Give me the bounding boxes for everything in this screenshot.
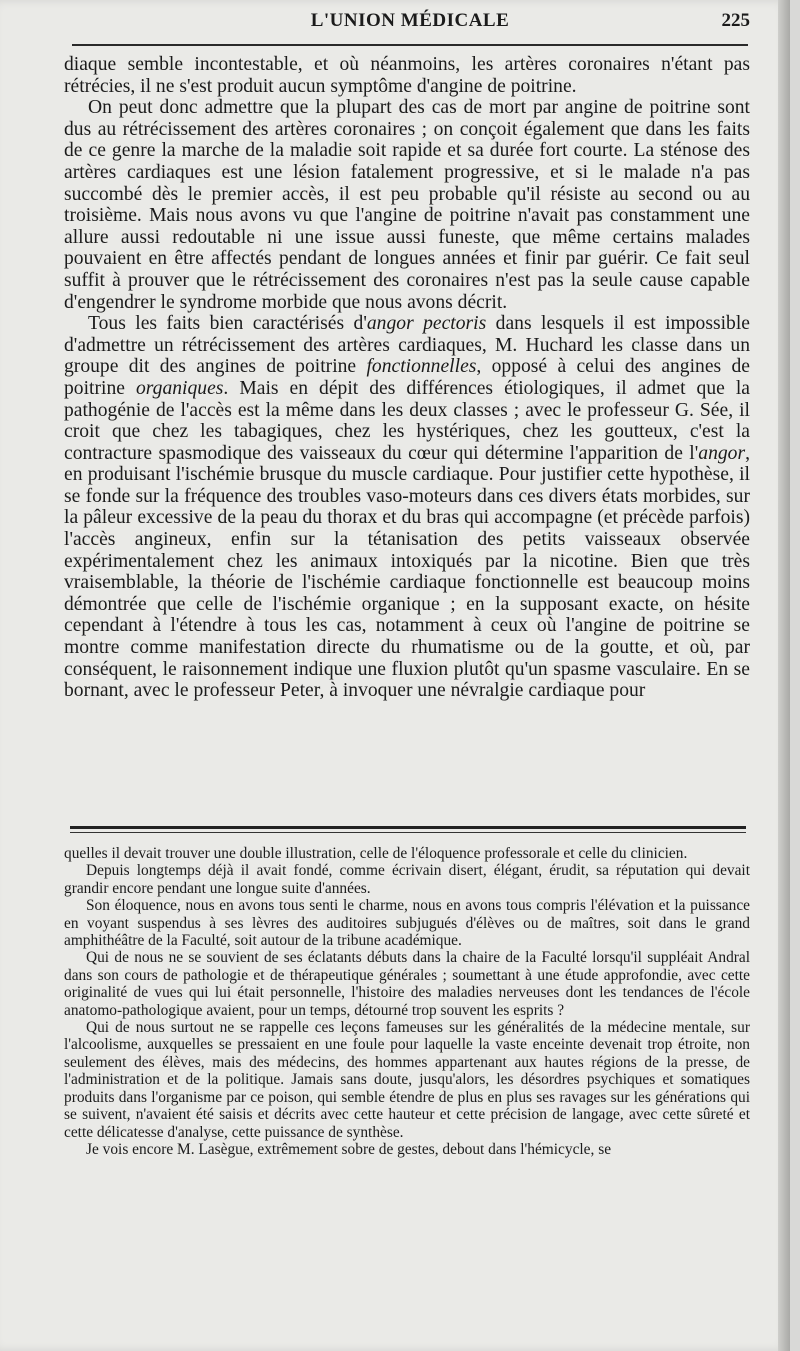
footnote-rule-thick <box>70 826 746 829</box>
running-header <box>70 6 750 40</box>
page-number: 225 <box>721 10 750 31</box>
page-edge-shadow <box>778 0 790 1351</box>
paragraph-2: On peut donc admettre que la plupart des cas de mort par angine de poitrine sont dus au rétrécissement des artères coronaires ; on conçoit également que dans les faits de ce genre la marche de la maladie soit rapide et sa durée fort courte. La sténose des artères cardiaques est une lésion fatalement progressive, et si le malade n'a pas succombé dès le premier accès, il est peu probable qu'il résiste au second ou au troisième. Mais nous avons vu que l'angine de poitrine n'avait pas constamment une allure aussi redoutable ni une issue aussi funeste, que même certains malades pouvaient en être affectés pendant de longues années et finir par guérir. Ce fait seul suffit à prouver que le rétrécissement des coronaires n'est pas la seule cause capable d'engendrer le syndrome morbide que nous avons décrit. <box>64 97 750 313</box>
footnote-paragraph-6: Je vois encore M. Lasègue, extrêmement sobre de gestes, debout dans l'hémicycle, se <box>86 1140 612 1158</box>
footnote-paragraph-2: Depuis longtemps déjà il avait fondé, comme écrivain disert, élégant, érudit, sa réputation qui devait grandir encore pendant une longue suite d'années. <box>64 862 750 897</box>
footnote-paragraph-5: Qui de nous surtout ne se rappelle ces leçons fameuses sur les généralités de la médecine mentale, sur l'alcoolisme, auxquelles se pressaient en une foule pour laquelle la vaste enceinte devenait trop étroite, non seulement des élèves, mais des médecins, des hommes appartenant aux hautes régions de la presse, de l'administration et de la politique. Jamais sans doute, jusqu'alors, les désordres psychiques et somatiques produits dans l'organisme par ce poison, qui semble étendre de plus en plus ses ravages sur les générations qui se suivent, n'avaient été saisis et décrits avec cette hauteur et cette précision de langage, avec cette sûreté et cette délicatesse d'analyse, cette puissance de synthèse. <box>64 1019 750 1141</box>
p3-italic-organiques: organiques <box>135 377 224 399</box>
main-body-text <box>64 54 750 702</box>
footnote-paragraph-1: quelles il devait trouver une double illustration, celle de l'éloquence professorale et celle du clinicien. <box>64 845 688 862</box>
p3-text-g: . Mais en dépit des différences étiologiques, il admet que la pathogénie de l'accès est la même dans les deux classes ; avec le professeur G. Sée, il croit que chez les tabagiques, chez les hystériques, chez les goutteux, c'est la contracture spasmodique des vaisseaux du cœur qui détermine l'apparition de l' <box>64 377 751 464</box>
p3-text-c: dans lesquels il est impossible d'admettre un rétrécissement des artères cardiaques, M. Huchard les classe dans un groupe dit des angines de poitrine <box>64 313 750 378</box>
p3-italic-angor: angor <box>698 442 746 464</box>
footnote-paragraph-3: Son éloquence, nous en avons tous senti le charme, nous en avons tous compris l'élévation et la puissance en voyant suspendus à ses lèvres des auditoires subjugués d'élèves ou de maîtres, soit dans le grand amphithéâtre de la Faculté, soit autour de la tribune académique. <box>64 897 750 950</box>
p3-text-i: , en produisant l'ischémie brusque du muscle cardiaque. Pour justifier cette hypothèse, il se fonde sur la fréquence des troubles vaso-moteurs dans ces divers états morbides, sur la pâleur excessive de la peau du thorax et du bras qui accompagne (et précède parfois) l'accès angineux, enfin sur la tétanisation des petits vaisseaux observée expérimentalement chez les animaux intoxiqués par la nicotine. Bien que très vraisemblable, la théorie de l'ischémie cardiaque fonctionnelle est beaucoup moins démontrée que celle de l'ischémie organique ; en la supposant exacte, on hésite cependant à l'étendre à tous les cas, notamment à ceux où l'angine de poitrine se montre comme manifestation directe du rhumatisme ou de la goutte, et où, par conséquent, le raisonnement indique une fluxion plutôt qu'un spasme vasculaire. En se bornant, avec le professeur Peter, à invoquer une névralgie cardiaque pour <box>64 442 750 702</box>
footnote-text <box>64 845 750 1158</box>
p3-italic-fonctionnelles: fonctionnelles <box>366 356 477 378</box>
header-rule <box>72 44 748 46</box>
footnote-paragraph-4: Qui de nous ne se souvient de ses éclatants débuts dans la chaire de la Faculté lorsqu'il suppléait Andral dans son cours de pathologie et de thérapeutique générales ; soumettant à une étude approfondie, avec cette originalité de vues qui lui était personnelle, l'histoire des maladies nerveuses dont les tendances de l'école anatomo-pathologique avaient, pour un temps, détourné trop souvent les esprits ? <box>64 949 750 1019</box>
p3-text-e: , opposé à celui des angines de poitrine <box>64 356 750 399</box>
paragraph-3 <box>64 313 750 702</box>
footnote-rule-thin <box>70 832 746 833</box>
p3-text-a: Tous les faits bien caractérisés d' <box>88 313 367 335</box>
running-title: L'UNION MÉDICALE <box>310 10 510 31</box>
paragraph-1: diaque semble incontestable, et où néanmoins, les artères coronaires n'étant pas rétrécies, il ne s'est produit aucun symptôme d'angine de poitrine. <box>64 54 750 97</box>
p3-italic-angor-pectoris: angor pectoris <box>366 313 487 335</box>
